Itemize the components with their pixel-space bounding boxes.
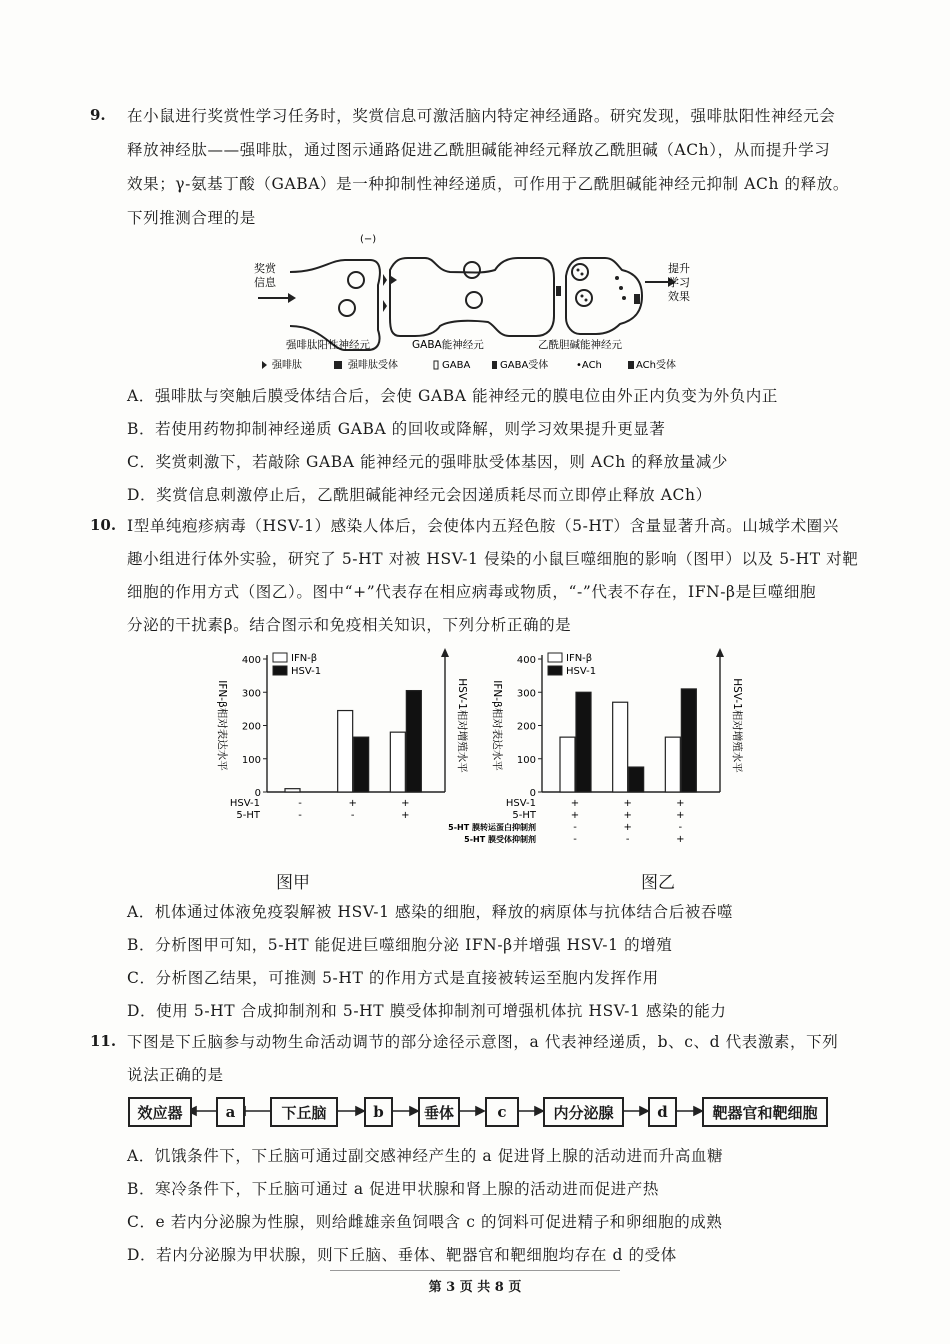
flow-box-d: d — [648, 1097, 677, 1127]
condition-row-label: HSV-1 — [505, 798, 536, 809]
q11-option-b: B．寒冷条件下，下丘脑可通过 a 促进甲状腺和肾上腺的活动进而促进产热 — [127, 1180, 659, 1198]
flow-box-a: a — [216, 1097, 245, 1127]
bar-HSV-1 — [681, 689, 696, 792]
input-label: 信息 — [254, 276, 276, 289]
legend-item: ACh受体 — [636, 360, 676, 371]
right-axis-label: HSV-1相对增殖水平 — [731, 678, 743, 773]
q10-line: 分泌的干扰素β。结合图示和免疫相关知识，下列分析正确的是 — [127, 616, 572, 634]
q11-option-c: C．e 若内分泌腺为性腺，则给雌雄亲鱼饲喂含 c 的饲料可促进精子和卵细胞的成熟 — [127, 1213, 723, 1231]
q11-option-d: D．若内分泌腺为甲状腺，则下丘脑、垂体、靶器官和靶细胞均存在 d 的受体 — [127, 1246, 677, 1264]
y-tick-label: 0 — [529, 788, 536, 799]
bar-HSV-1 — [629, 767, 644, 792]
q9-line: 在小鼠进行奖赏性学习任务时，奖赏信息可激活脑内特定神经通路。研究发现，强啡肽阳性神经元会 — [127, 107, 836, 125]
legend-item: GABA受体 — [500, 360, 549, 371]
y-tick-label: 100 — [241, 754, 261, 766]
y-tick-label: 0 — [254, 788, 261, 799]
q9-line: 释放神经肽——强啡肽，通过图示通路促进乙酰胆碱能神经元释放乙酰胆碱（ACh），从而提升学习 — [127, 141, 831, 159]
condition-sign: + — [623, 810, 632, 821]
condition-sign: + — [401, 810, 410, 821]
inhibition-sign: (−) — [360, 234, 377, 245]
q10-option-a: A．机体通过体液免疫裂解被 HSV-1 感染的细胞，释放的病原体与抗体结合后被吞噬 — [127, 903, 734, 921]
q11-option-a: A．饥饿条件下，下丘脑可通过副交感神经产生的 a 促进肾上腺的活动进而升高血糖 — [127, 1147, 724, 1165]
right-axis-label: HSV-1相对增殖水平 — [456, 678, 468, 773]
flow-box-endocrine-gland: 内分泌腺 — [543, 1097, 624, 1127]
legend-item: 强啡肽受体 — [348, 360, 398, 371]
q10-option-d: D．使用 5-HT 合成抑制剂和 5-HT 膜受体抑制剂可增强机体抗 HSV-1 感染的能力 — [127, 1002, 727, 1020]
q10-option-b: B．分析图甲可知，5-HT 能促进巨噬细胞分泌 IFN-β并增强 HSV-1 的增殖 — [127, 936, 673, 954]
condition-sign: + — [348, 798, 357, 809]
condition-sign: - — [350, 810, 355, 821]
q9-option-b: B．若使用药物抑制神经递质 GABA 的回收或降解，则学习效果提升更显著 — [127, 420, 666, 438]
legend-label: HSV-1 — [291, 666, 322, 677]
footer-rule — [330, 1270, 620, 1271]
condition-row-label: HSV-1 — [229, 798, 260, 809]
y-tick-label: 300 — [241, 688, 261, 700]
condition-sign: + — [623, 822, 632, 833]
question-11-number: 11. — [90, 1032, 117, 1050]
legend-label: IFN-β — [566, 653, 593, 664]
output-label: 效果 — [668, 290, 690, 303]
condition-sign: + — [676, 810, 685, 821]
input-label: 奖赏 — [254, 262, 276, 275]
bar-HSV-1 — [354, 737, 369, 792]
q11-line: 下图是下丘脑参与动物生命活动调节的部分途径示意图，a 代表神经递质，b、c、d 代表激素，下列 — [127, 1033, 839, 1051]
right-axis-arrow — [441, 648, 449, 657]
chart-figure-jia — [205, 645, 475, 850]
condition-sign: - — [298, 798, 302, 809]
legend-swatch — [273, 653, 287, 662]
legend-swatch — [273, 666, 287, 675]
condition-sign: - — [573, 822, 577, 833]
legend-item: 强啡肽 — [272, 360, 302, 371]
flow-box-c: c — [485, 1097, 519, 1127]
legend-item: GABA — [442, 360, 471, 371]
legend-swatch — [548, 653, 562, 662]
neuron-label: 强啡肽阳性神经元 — [286, 339, 370, 351]
y-tick-label: 400 — [516, 655, 536, 666]
figure-caption-yi: 图乙 — [641, 873, 675, 893]
legend-label: HSV-1 — [566, 666, 597, 677]
bar-IFN-β — [285, 789, 300, 792]
bar-HSV-1 — [576, 692, 591, 792]
condition-sign: + — [570, 798, 580, 809]
y-tick-label: 200 — [241, 721, 261, 733]
condition-sign: + — [570, 810, 580, 821]
bar-IFN-β — [560, 737, 575, 792]
condition-row-label: 5-HT 膜受体抑制剂 — [464, 835, 536, 844]
q9-option-d: D．奖赏信息刺激停止后，乙酰胆碱能神经元会因递质耗尽而立即停止释放 ACh） — [127, 486, 712, 504]
neural-pathway-diagram — [250, 230, 710, 375]
condition-sign: - — [573, 834, 577, 845]
chart-figure-yi — [448, 645, 750, 850]
figure-caption-jia: 图甲 — [276, 873, 310, 893]
condition-row-label: 5-HT — [512, 810, 536, 821]
condition-sign: + — [676, 798, 685, 809]
neuron-label: 乙酰胆碱能神经元 — [538, 339, 622, 351]
condition-sign: + — [623, 798, 632, 809]
y-tick-label: 200 — [516, 721, 536, 733]
q11-line: 说法正确的是 — [127, 1066, 224, 1084]
neuron-label: GABA能神经元 — [412, 339, 484, 351]
y-axis-label: IFN-β相对表达水平 — [216, 680, 228, 771]
legend-item: •ACh — [576, 360, 602, 371]
condition-row-label: 5-HT — [236, 810, 260, 821]
legend-swatch — [548, 666, 562, 675]
y-tick-label: 300 — [516, 688, 536, 700]
y-tick-label: 400 — [241, 655, 261, 666]
output-label: 学习 — [668, 276, 690, 289]
flow-box-effector: 效应器 — [128, 1097, 192, 1127]
condition-sign: + — [676, 834, 685, 845]
q9-line: 下列推测合理的是 — [127, 209, 256, 227]
q9-line: 效果；γ-氨基丁酸（GABA）是一种抑制性神经递质，可作用于乙酰胆碱能神经元抑制 ACh 的释放。 — [127, 175, 849, 193]
q10-line: 细胞的作用方式（图乙）。图中“+”代表存在相应病毒或物质，“-”代表不存在，IFN-β是巨噬细胞 — [127, 583, 817, 601]
y-axis-label: IFN-β相对表达水平 — [491, 680, 503, 771]
bar-IFN-β — [338, 711, 353, 792]
q9-option-a: A．强啡肽与突触后膜受体结合后，会使 GABA 能神经元的膜电位由外正内负变为外负内正 — [127, 387, 779, 405]
bar-IFN-β — [390, 732, 405, 792]
condition-sign: - — [298, 810, 302, 821]
bar-IFN-β — [613, 702, 628, 792]
condition-sign: + — [401, 798, 410, 809]
flow-box-b: b — [364, 1097, 393, 1127]
q10-option-c: C．分析图乙结果，可推测 5-HT 的作用方式是直接被转运至胞内发挥作用 — [127, 969, 659, 987]
question-9-number: 9. — [90, 106, 106, 124]
page-footer: 第 3 页 共 8 页 — [428, 1280, 522, 1295]
q9-option-c: C．奖赏刺激下，若敲除 GABA 能神经元的强啡肽受体基因，则 ACh 的释放量减少 — [127, 453, 728, 471]
legend-label: IFN-β — [291, 653, 318, 664]
flow-box-hypothalamus: 下丘脑 — [270, 1097, 338, 1127]
condition-sign: - — [678, 822, 683, 833]
bar-HSV-1 — [406, 691, 421, 792]
condition-sign: - — [625, 834, 630, 845]
output-label: 提升 — [668, 262, 690, 275]
y-tick-label: 100 — [516, 754, 536, 766]
question-10-number: 10. — [90, 516, 117, 534]
condition-row-label: 5-HT 膜转运蛋白抑制剂 — [448, 823, 536, 832]
bar-IFN-β — [665, 737, 680, 792]
q10-line: 趣小组进行体外实验，研究了 5-HT 对被 HSV-1 侵染的小鼠巨噬细胞的影响（图甲）以及 5-HT 对靶 — [127, 550, 859, 568]
flow-box-target: 靶器官和靶细胞 — [702, 1097, 828, 1127]
flow-box-pituitary: 垂体 — [418, 1097, 460, 1127]
q10-line: Ⅰ型单纯疱疹病毒（HSV-1）感染人体后，会使体内五羟色胺（5-HT）含量显著升高。山城学术圈兴 — [127, 517, 839, 535]
right-axis-arrow — [716, 648, 724, 657]
